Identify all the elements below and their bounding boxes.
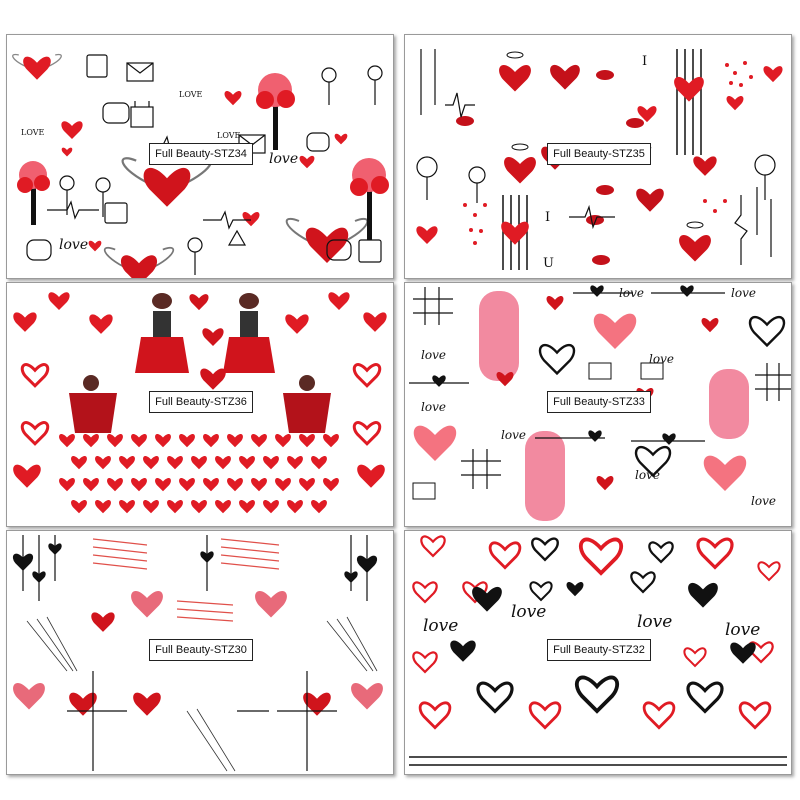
small-heart: [227, 478, 243, 491]
love-text-2: love: [731, 286, 756, 300]
letter-i-2: I: [545, 210, 551, 225]
heart-tree-left: [17, 161, 50, 225]
sheet-label: Full Beauty-STZ34: [149, 143, 253, 165]
sheet-label: Full Beauty-STZ33: [547, 391, 651, 413]
small-heart: [275, 478, 291, 491]
sheet-label: Full Beauty-STZ30: [149, 639, 253, 661]
small-heart: [191, 456, 207, 469]
small-heart: [131, 478, 147, 491]
small-heart: [179, 478, 195, 491]
small-heart: [251, 434, 267, 447]
small-heart: [311, 500, 327, 513]
lips: [456, 70, 644, 265]
sticker-sheet-stz32: [404, 530, 792, 775]
love-text-3: love: [637, 612, 673, 632]
small-heart: [119, 500, 135, 513]
small-heart: [299, 434, 315, 447]
small-heart: [143, 500, 159, 513]
sheet-label: Full Beauty-STZ36: [149, 391, 253, 413]
heart-tree-center: [256, 73, 295, 150]
small-heart: [119, 456, 135, 469]
small-heart: [239, 500, 255, 513]
sticker-sheet-stz34: [6, 34, 394, 279]
small-heart: [83, 478, 99, 491]
love-text-8: love: [751, 494, 776, 508]
small-heart: [143, 456, 159, 469]
bottom-lines: [409, 757, 787, 765]
small-heart: [251, 478, 267, 491]
love-text-5: love: [421, 400, 446, 414]
small-heart: [71, 456, 87, 469]
small-heart: [191, 500, 207, 513]
love-text-3: love: [421, 348, 446, 362]
heart-grid: [59, 434, 339, 513]
small-heart: [155, 434, 171, 447]
small-heart: [95, 456, 111, 469]
small-heart: [71, 500, 87, 513]
cross-lines: [67, 671, 337, 771]
small-heart: [83, 434, 99, 447]
sticker-sheet-stz30: [6, 530, 394, 775]
small-heart: [323, 434, 339, 447]
small-heart: [287, 456, 303, 469]
letter-u-2: U: [543, 256, 554, 271]
small-heart: [311, 456, 327, 469]
love-text-4: love: [649, 352, 674, 366]
love-text-2: love: [511, 602, 547, 622]
winged-heart-bottom: [105, 248, 174, 278]
small-heart: [287, 500, 303, 513]
small-heart: [227, 434, 243, 447]
love-text-1: LOVE: [21, 128, 45, 137]
small-heart: [323, 478, 339, 491]
love-text-1: love: [619, 286, 644, 300]
heart-tree-right: [350, 158, 389, 240]
small-heart: [215, 456, 231, 469]
panel-heart: [501, 222, 529, 245]
small-heart: [203, 478, 219, 491]
letter-i: I: [642, 54, 648, 69]
love-script-2: love: [59, 237, 89, 253]
small-heart: [203, 434, 219, 447]
red-hearts: [69, 612, 331, 715]
winged-heart-right: [287, 219, 368, 263]
sheet-label: Full Beauty-STZ32: [547, 639, 651, 661]
panel-heart: [674, 77, 704, 102]
small-heart: [155, 478, 171, 491]
center-hearts: [189, 294, 225, 390]
small-heart: [167, 456, 183, 469]
sticker-sheet-stz33: [404, 282, 792, 527]
winged-heart: [13, 54, 62, 79]
small-heart: [263, 456, 279, 469]
small-heart: [107, 434, 123, 447]
small-heart: [59, 478, 75, 491]
small-heart: [179, 434, 195, 447]
love-text-3: LOVE: [217, 131, 241, 140]
love-text-1: love: [423, 616, 459, 636]
small-heart: [263, 500, 279, 513]
sheet-label: Full Beauty-STZ35: [547, 143, 651, 165]
love-text-6: love: [501, 428, 526, 442]
small-heart: [299, 478, 315, 491]
small-heart: [239, 456, 255, 469]
small-heart: [275, 434, 291, 447]
hanging-heart-strings: [13, 535, 376, 601]
small-heart: [131, 434, 147, 447]
love-text-7: love: [635, 468, 660, 482]
small-heart: [215, 500, 231, 513]
small-heart: [167, 500, 183, 513]
small-heart: [107, 478, 123, 491]
love-script-1: love: [269, 151, 299, 167]
red-stripes: [93, 539, 279, 621]
sticker-sheet-stz36: [6, 282, 394, 527]
small-heart: [95, 500, 111, 513]
love-text-2: LOVE: [179, 90, 203, 99]
sticker-sheet-stz35: [404, 34, 792, 279]
winged-heart-large: [123, 158, 212, 207]
solid-hearts: [13, 292, 386, 487]
love-text-4: love: [725, 620, 761, 640]
black-outline-hearts: [478, 539, 722, 712]
small-heart: [59, 434, 75, 447]
